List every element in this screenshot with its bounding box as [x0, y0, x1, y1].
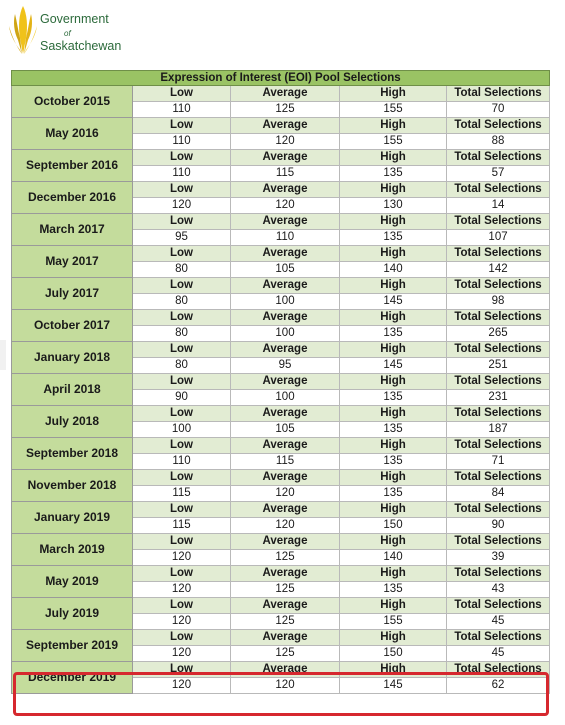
average-header: Average: [231, 278, 340, 294]
total-selections-count: 43: [447, 582, 550, 598]
total-selections-count: 98: [447, 294, 550, 310]
total-selections-header: Total Selections: [447, 118, 550, 134]
total-selections-count: 71: [447, 454, 550, 470]
high-score: 150: [340, 518, 447, 534]
total-selections-header: Total Selections: [447, 534, 550, 550]
average-score: 125: [231, 582, 340, 598]
selection-date: July 2017: [12, 278, 133, 310]
average-header: Average: [231, 502, 340, 518]
average-header: Average: [231, 214, 340, 230]
low-header: Low: [133, 118, 231, 134]
table-row-headers: [12, 406, 550, 422]
average-score: 120: [231, 134, 340, 150]
total-selections-header: Total Selections: [447, 630, 550, 646]
table-row-headers: [12, 502, 550, 518]
low-score: 110: [133, 166, 231, 182]
high-header: High: [340, 374, 447, 390]
total-selections-header: Total Selections: [447, 438, 550, 454]
logo-text-of: of: [64, 29, 71, 38]
total-selections-header: Total Selections: [447, 150, 550, 166]
selection-date: September 2016: [12, 150, 133, 182]
high-score: 155: [340, 102, 447, 118]
total-selections-header: Total Selections: [447, 86, 550, 102]
high-score: 135: [340, 166, 447, 182]
high-header: High: [340, 406, 447, 422]
total-selections-count: 265: [447, 326, 550, 342]
average-header: Average: [231, 86, 340, 102]
average-score: 105: [231, 422, 340, 438]
total-selections-count: 142: [447, 262, 550, 278]
government-of-saskatchewan-logo: [6, 4, 146, 60]
total-selections-header: Total Selections: [447, 278, 550, 294]
table-row-headers: [12, 438, 550, 454]
selection-date: March 2019: [12, 534, 133, 566]
selection-date: September 2019: [12, 630, 133, 662]
average-header: Average: [231, 534, 340, 550]
low-score: 120: [133, 678, 231, 694]
average-header: Average: [231, 118, 340, 134]
eoi-selections-table: [11, 70, 550, 694]
total-selections-count: 45: [447, 646, 550, 662]
high-header: High: [340, 662, 447, 678]
total-selections-count: 231: [447, 390, 550, 406]
total-selections-header: Total Selections: [447, 502, 550, 518]
logo-text-government: Government: [40, 12, 109, 26]
average-header: Average: [231, 662, 340, 678]
low-score: 80: [133, 326, 231, 342]
total-selections-count: 84: [447, 486, 550, 502]
table-row-headers: [12, 150, 550, 166]
average-score: 120: [231, 678, 340, 694]
total-selections-count: 90: [447, 518, 550, 534]
low-header: Low: [133, 502, 231, 518]
average-score: 125: [231, 550, 340, 566]
high-header: High: [340, 214, 447, 230]
low-score: 120: [133, 198, 231, 214]
high-header: High: [340, 150, 447, 166]
low-header: Low: [133, 214, 231, 230]
table-row-headers: [12, 374, 550, 390]
selection-date: December 2016: [12, 182, 133, 214]
total-selections-header: Total Selections: [447, 342, 550, 358]
high-header: High: [340, 502, 447, 518]
selection-date: October 2017: [12, 310, 133, 342]
average-score: 125: [231, 102, 340, 118]
table-row-headers: [12, 342, 550, 358]
average-header: Average: [231, 566, 340, 582]
average-header: Average: [231, 438, 340, 454]
total-selections-count: 39: [447, 550, 550, 566]
selection-date: May 2016: [12, 118, 133, 150]
table-row-headers: [12, 630, 550, 646]
average-header: Average: [231, 246, 340, 262]
low-header: Low: [133, 374, 231, 390]
low-score: 120: [133, 614, 231, 630]
average-score: 105: [231, 262, 340, 278]
high-header: High: [340, 86, 447, 102]
average-score: 100: [231, 294, 340, 310]
table-row-headers: [12, 118, 550, 134]
low-header: Low: [133, 534, 231, 550]
table-row-headers: [12, 310, 550, 326]
low-score: 110: [133, 134, 231, 150]
high-score: 135: [340, 390, 447, 406]
low-score: 110: [133, 102, 231, 118]
selection-date: July 2018: [12, 406, 133, 438]
low-header: Low: [133, 662, 231, 678]
latest-draw-highlight-box: [13, 672, 549, 716]
total-selections-header: Total Selections: [447, 182, 550, 198]
low-score: 110: [133, 454, 231, 470]
table-row-headers: [12, 182, 550, 198]
high-header: High: [340, 566, 447, 582]
low-header: Low: [133, 182, 231, 198]
table-row-headers: [12, 566, 550, 582]
low-header: Low: [133, 438, 231, 454]
selection-date: November 2018: [12, 470, 133, 502]
low-score: 80: [133, 294, 231, 310]
selection-date: January 2019: [12, 502, 133, 534]
selection-date: September 2018: [12, 438, 133, 470]
average-score: 110: [231, 230, 340, 246]
total-selections-count: 57: [447, 166, 550, 182]
table-title-row: [12, 71, 550, 86]
average-score: 100: [231, 390, 340, 406]
high-score: 130: [340, 198, 447, 214]
low-score: 90: [133, 390, 231, 406]
low-header: Low: [133, 406, 231, 422]
logo-text-saskatchewan: Saskatchewan: [40, 39, 122, 53]
high-header: High: [340, 246, 447, 262]
total-selections-count: 251: [447, 358, 550, 374]
average-score: 125: [231, 614, 340, 630]
low-header: Low: [133, 598, 231, 614]
selection-date: January 2018: [12, 342, 133, 374]
high-score: 145: [340, 358, 447, 374]
high-header: High: [340, 470, 447, 486]
average-score: 100: [231, 326, 340, 342]
total-selections-header: Total Selections: [447, 246, 550, 262]
total-selections-count: 187: [447, 422, 550, 438]
high-score: 135: [340, 422, 447, 438]
low-header: Low: [133, 86, 231, 102]
total-selections-header: Total Selections: [447, 406, 550, 422]
average-score: 115: [231, 166, 340, 182]
table-row-headers: [12, 214, 550, 230]
average-header: Average: [231, 342, 340, 358]
selection-date: March 2017: [12, 214, 133, 246]
average-score: 120: [231, 486, 340, 502]
total-selections-count: 14: [447, 198, 550, 214]
high-score: 140: [340, 262, 447, 278]
low-header: Low: [133, 566, 231, 582]
low-score: 80: [133, 262, 231, 278]
high-header: High: [340, 342, 447, 358]
low-score: 120: [133, 582, 231, 598]
table-title: Expression of Interest (EOI) Pool Selections: [12, 71, 550, 86]
high-header: High: [340, 278, 447, 294]
high-score: 135: [340, 230, 447, 246]
total-selections-header: Total Selections: [447, 598, 550, 614]
low-score: 80: [133, 358, 231, 374]
high-score: 155: [340, 134, 447, 150]
high-header: High: [340, 534, 447, 550]
total-selections-header: Total Selections: [447, 566, 550, 582]
average-header: Average: [231, 470, 340, 486]
average-header: Average: [231, 182, 340, 198]
low-header: Low: [133, 278, 231, 294]
low-score: 115: [133, 518, 231, 534]
high-header: High: [340, 438, 447, 454]
high-score: 155: [340, 614, 447, 630]
average-header: Average: [231, 406, 340, 422]
low-header: Low: [133, 470, 231, 486]
low-score: 120: [133, 646, 231, 662]
page-edge-shadow: [0, 340, 6, 370]
total-selections-header: Total Selections: [447, 374, 550, 390]
high-score: 135: [340, 454, 447, 470]
low-header: Low: [133, 630, 231, 646]
average-header: Average: [231, 598, 340, 614]
total-selections-header: Total Selections: [447, 662, 550, 678]
table-row-headers: [12, 598, 550, 614]
table-row-headers: [12, 86, 550, 102]
total-selections-count: 45: [447, 614, 550, 630]
average-score: 95: [231, 358, 340, 374]
average-score: 120: [231, 518, 340, 534]
selection-date: July 2019: [12, 598, 133, 630]
low-score: 115: [133, 486, 231, 502]
average-header: Average: [231, 150, 340, 166]
eoi-table-container: [11, 70, 549, 694]
high-score: 145: [340, 294, 447, 310]
high-score: 135: [340, 326, 447, 342]
selection-date: December 2019: [12, 662, 133, 694]
high-score: 145: [340, 678, 447, 694]
high-score: 135: [340, 582, 447, 598]
table-row-headers: [12, 278, 550, 294]
total-selections-header: Total Selections: [447, 214, 550, 230]
average-header: Average: [231, 630, 340, 646]
table-row-headers: [12, 470, 550, 486]
selection-date: October 2015: [12, 86, 133, 118]
high-header: High: [340, 598, 447, 614]
average-header: Average: [231, 374, 340, 390]
high-score: 140: [340, 550, 447, 566]
selection-date: May 2019: [12, 566, 133, 598]
total-selections-header: Total Selections: [447, 310, 550, 326]
low-score: 95: [133, 230, 231, 246]
high-header: High: [340, 118, 447, 134]
total-selections-header: Total Selections: [447, 470, 550, 486]
low-header: Low: [133, 246, 231, 262]
total-selections-count: 70: [447, 102, 550, 118]
high-score: 150: [340, 646, 447, 662]
average-header: Average: [231, 310, 340, 326]
high-header: High: [340, 182, 447, 198]
average-score: 125: [231, 646, 340, 662]
table-row-headers: [12, 246, 550, 262]
low-header: Low: [133, 342, 231, 358]
table-row-headers: [12, 534, 550, 550]
total-selections-count: 107: [447, 230, 550, 246]
low-score: 100: [133, 422, 231, 438]
average-score: 120: [231, 198, 340, 214]
high-header: High: [340, 310, 447, 326]
selection-date: May 2017: [12, 246, 133, 278]
low-header: Low: [133, 150, 231, 166]
total-selections-count: 62: [447, 678, 550, 694]
low-score: 120: [133, 550, 231, 566]
high-score: 135: [340, 486, 447, 502]
wheat-sheaf-icon: [6, 4, 40, 56]
average-score: 115: [231, 454, 340, 470]
selection-date: April 2018: [12, 374, 133, 406]
total-selections-count: 88: [447, 134, 550, 150]
low-header: Low: [133, 310, 231, 326]
high-header: High: [340, 630, 447, 646]
